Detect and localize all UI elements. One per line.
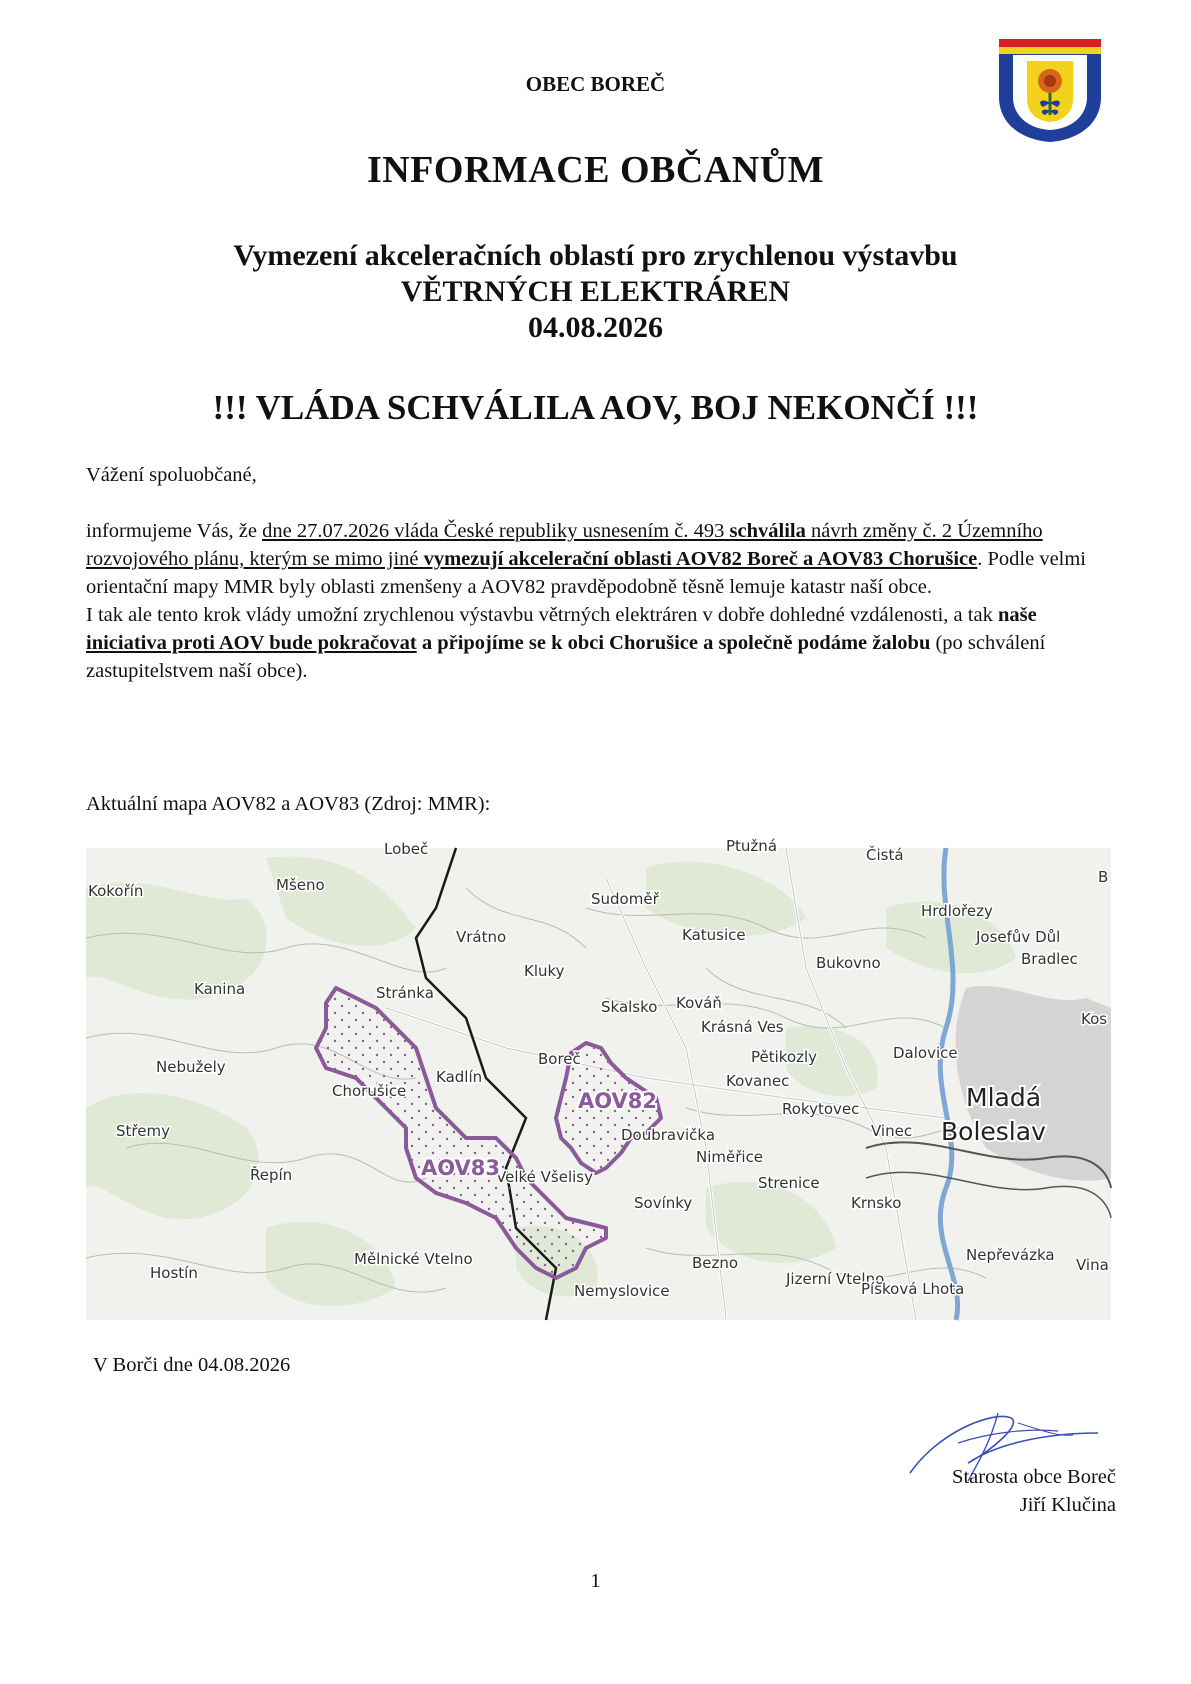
signer-name: Jiří Klučina xyxy=(1019,1494,1116,1516)
map-place-label: Bukovno xyxy=(816,954,881,972)
map-place-label: Kluky xyxy=(524,962,565,980)
map-place-label: Řepín xyxy=(250,1166,293,1184)
map-place-label: Doubravička xyxy=(621,1126,716,1144)
p1-approved: schválila xyxy=(729,520,806,542)
paragraph-1 xyxy=(86,517,1116,601)
map-place-label: Boleslav xyxy=(941,1117,1046,1146)
map-place-label: Katusice xyxy=(682,926,746,944)
map-place-label: Písková Lhota xyxy=(861,1280,965,1298)
map-place-label: Vrátno xyxy=(456,928,507,946)
map-place-label: Kováň xyxy=(676,994,722,1012)
map-place-label: Kos xyxy=(1081,1010,1108,1028)
p1-rest: . Podle velmi orientační mapy MMR byly oblasti zmenšeny a AOV82 pravděpodobně těsně lemuje katastr naší obce. xyxy=(86,548,1087,598)
map-place-label: Ptužná xyxy=(726,837,778,855)
municipal-crest-icon xyxy=(997,37,1103,144)
map-place-label: Chorušice xyxy=(332,1082,407,1100)
map-place-label: Niměřice xyxy=(696,1148,764,1166)
map-place-label: Hrdlořezy xyxy=(921,902,993,920)
map-place-label: Kanina xyxy=(194,980,246,998)
map-place-label: Sovínky xyxy=(634,1194,693,1212)
place-and-date: V Borči dne 04.08.2026 xyxy=(93,1354,291,1376)
map-place-label: Nemyslovice xyxy=(574,1282,670,1300)
page-number: 1 xyxy=(590,1570,601,1592)
p1-plan-change: návrh změny č. 2 Územního rozvojového plánu, kterým se mimo jiné xyxy=(86,520,1043,570)
map-place-label: Čistá xyxy=(866,846,904,864)
signer-role: Starosta obce Boreč xyxy=(952,1466,1116,1488)
document-title: INFORMACE OBČANŮM xyxy=(366,149,825,191)
map-place-label: Kokořín xyxy=(88,882,144,900)
map-place-label: Jizerní Vtelno xyxy=(786,1270,885,1288)
paragraph-2 xyxy=(86,601,1116,685)
p1-text: informujeme Vás, že xyxy=(86,520,263,542)
map-place-label: Boreč xyxy=(538,1050,581,1068)
map-place-label: Krásná Ves xyxy=(701,1018,784,1036)
subtitle-date: 04.08.2026 xyxy=(528,311,663,344)
p2-text: I tak ale tento krok vlády umožní zrychlenou výstavbu větrných elektráren v dobře dohledné vzdálenosti, a tak xyxy=(86,604,998,626)
map-place-label: Josefův Důl xyxy=(976,928,1061,946)
map-place-label: Pětikozly xyxy=(751,1048,818,1066)
alert-headline: !!! VLÁDA SCHVÁLILA AOV, BOJ NEKONČÍ !!! xyxy=(212,388,979,427)
greeting: Vážení spoluobčané, xyxy=(86,464,257,486)
p2-rest: (po schválení zastupitelstvem naší obce). xyxy=(86,632,1046,682)
letter-body xyxy=(86,461,1116,685)
map-place-label: Nebužely xyxy=(156,1058,226,1076)
organization-name: OBEC BOREČ xyxy=(525,72,666,96)
p2-initiative: iniciativa proti AOV bude pokračovat xyxy=(86,632,417,654)
subtitle-line-1: Vymezení akceleračních oblastí pro zrychlenou výstavbu xyxy=(233,239,958,272)
map-place-label: Lobeč xyxy=(384,840,429,858)
map-place-label: Dalovice xyxy=(893,1044,958,1062)
map-place-label: Bezno xyxy=(692,1254,739,1272)
map-place-label: Kadlín xyxy=(436,1068,483,1086)
map-caption: Aktuální mapa AOV82 a AOV83 (Zdroj: MMR): xyxy=(86,793,491,815)
subtitle-block xyxy=(0,238,1191,346)
p1-decision-date: dne 27.07.2026 vláda České republiky usnesením č. 493 xyxy=(262,520,730,542)
map-place-label: Strenice xyxy=(758,1174,820,1192)
map-place-label: Hostín xyxy=(150,1264,198,1282)
aov-map xyxy=(86,837,1111,1320)
subtitle-line-2: VĚTRNÝCH ELEKTRÁREN xyxy=(400,275,791,308)
map-place-label: Mělnické Vtelno xyxy=(354,1250,473,1268)
map-place-label: Kovanec xyxy=(726,1072,790,1090)
aov82-label: AOV82 xyxy=(578,1089,658,1113)
map-place-label: Rokytovec xyxy=(782,1100,860,1118)
p2-our: naše xyxy=(997,604,1037,626)
map-place-label: Vinec xyxy=(871,1122,913,1140)
aov83-label: AOV83 xyxy=(421,1156,501,1180)
map-place-label: Mladá xyxy=(966,1083,1042,1112)
map-place-label: Střemy xyxy=(116,1122,170,1140)
map-place-label: Nepřevázka xyxy=(966,1246,1055,1264)
map-place-label: Krnsko xyxy=(851,1194,902,1212)
map-place-label: Sudoměř xyxy=(591,890,659,908)
map-place-label: Skalsko xyxy=(601,998,658,1016)
map-place-label: Bradlec xyxy=(1021,950,1078,968)
map-place-label: Velké Všelisy xyxy=(496,1168,593,1186)
p1-areas: vymezují akcelerační oblasti AOV82 Boreč a AOV83 Chorušice xyxy=(423,548,978,570)
map-place-label: B xyxy=(1098,868,1109,886)
map-place-label: Mšeno xyxy=(276,876,325,894)
p2-lawsuit: a připojíme se k obci Chorušice a společně podáme žalobu xyxy=(416,632,931,654)
map-place-label: Stránka xyxy=(376,984,434,1002)
map-place-label: Vina xyxy=(1076,1256,1109,1274)
